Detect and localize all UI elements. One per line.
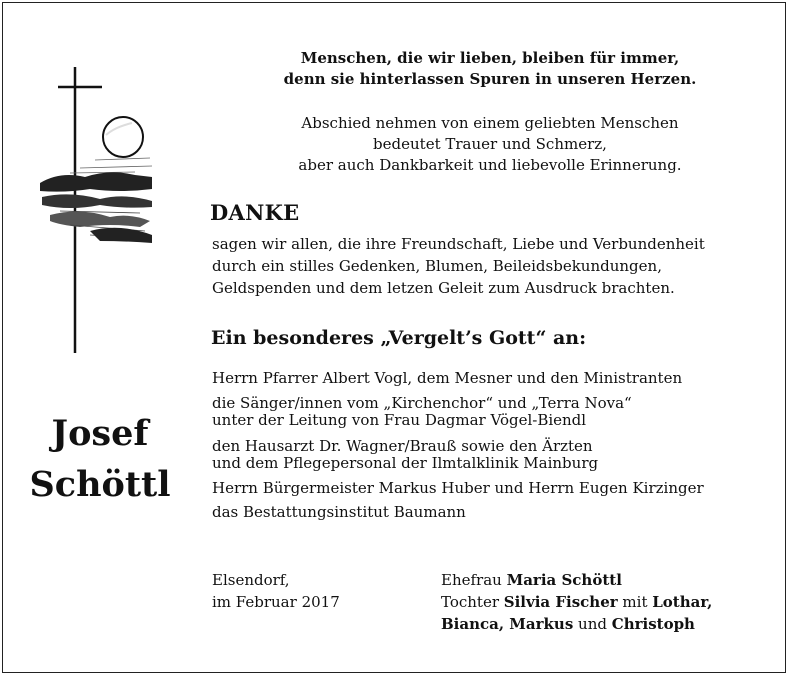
relation-text: Ehefrau: [441, 571, 507, 589]
acknowledgement-item: und dem Pflegepersonal der Ilmtalklinik Mainburg: [212, 454, 599, 472]
family-line: [441, 569, 712, 591]
cross-moon-landscape-icon: [40, 65, 155, 355]
deceased-last-name: Schöttl: [29, 464, 171, 505]
motto-line: Menschen, die wir lieben, bleiben für immer,: [300, 49, 680, 67]
danke-line: durch ein stilles Gedenken, Blumen, Beileidsbekundungen,: [212, 257, 662, 275]
family-member-name: Silvia Fischer: [503, 593, 618, 611]
acknowledgement-item: Herrn Pfarrer Albert Vogl, dem Mesner und den Ministranten: [212, 369, 683, 387]
farewell-line: Abschied nehmen von einem geliebten Menschen: [301, 114, 679, 132]
acknowledgement-item: Herrn Bürgermeister Markus Huber und Herrn Eugen Kirzinger: [212, 479, 704, 497]
family-member-name: Maria Schöttl: [506, 571, 622, 589]
connector-text: und: [573, 615, 612, 633]
acknowledgement-item: das Bestattungsinstitut Baumann: [212, 503, 466, 521]
relation-text: Tochter: [441, 593, 504, 611]
family-member-name: Lothar,: [652, 593, 713, 611]
farewell-line: aber auch Dankbarkeit und liebevolle Erinnerung.: [298, 156, 682, 174]
family-member-name: Bianca, Markus: [441, 615, 574, 633]
date: im Februar 2017: [212, 593, 340, 611]
acknowledgement-item: die Sänger/innen vom „Kirchenchor“ und „Terra Nova“: [212, 394, 632, 412]
deceased-first-name: Josef: [51, 413, 149, 454]
place: Elsendorf,: [212, 571, 290, 589]
family-signature: [441, 569, 712, 635]
connector-text: mit: [617, 593, 653, 611]
danke-heading: DANKE: [210, 200, 300, 225]
motto: [200, 48, 780, 90]
family-line: [441, 613, 712, 635]
motto-line: denn sie hinterlassen Spuren in unseren Herzen.: [283, 70, 697, 88]
place-date: [212, 569, 340, 613]
danke-text: [212, 233, 782, 299]
farewell-text: [200, 113, 780, 176]
family-member-name: Christoph: [611, 615, 695, 633]
deceased-name: [20, 408, 180, 510]
acknowledgement-item: den Hausarzt Dr. Wagner/Brauß sowie den Ärzten: [212, 437, 593, 455]
danke-line: Geldspenden und dem letzen Geleit zum Ausdruck brachten.: [212, 279, 675, 297]
vergelts-gott-heading: Ein besonderes „Vergelt’s Gott“ an:: [211, 327, 587, 349]
family-line: [441, 591, 712, 613]
danke-line: sagen wir allen, die ihre Freundschaft, Liebe und Verbundenheit: [212, 235, 705, 253]
acknowledgement-item: unter der Leitung von Frau Dagmar Vögel-Biendl: [212, 411, 587, 429]
farewell-line: bedeutet Trauer und Schmerz,: [373, 135, 607, 153]
